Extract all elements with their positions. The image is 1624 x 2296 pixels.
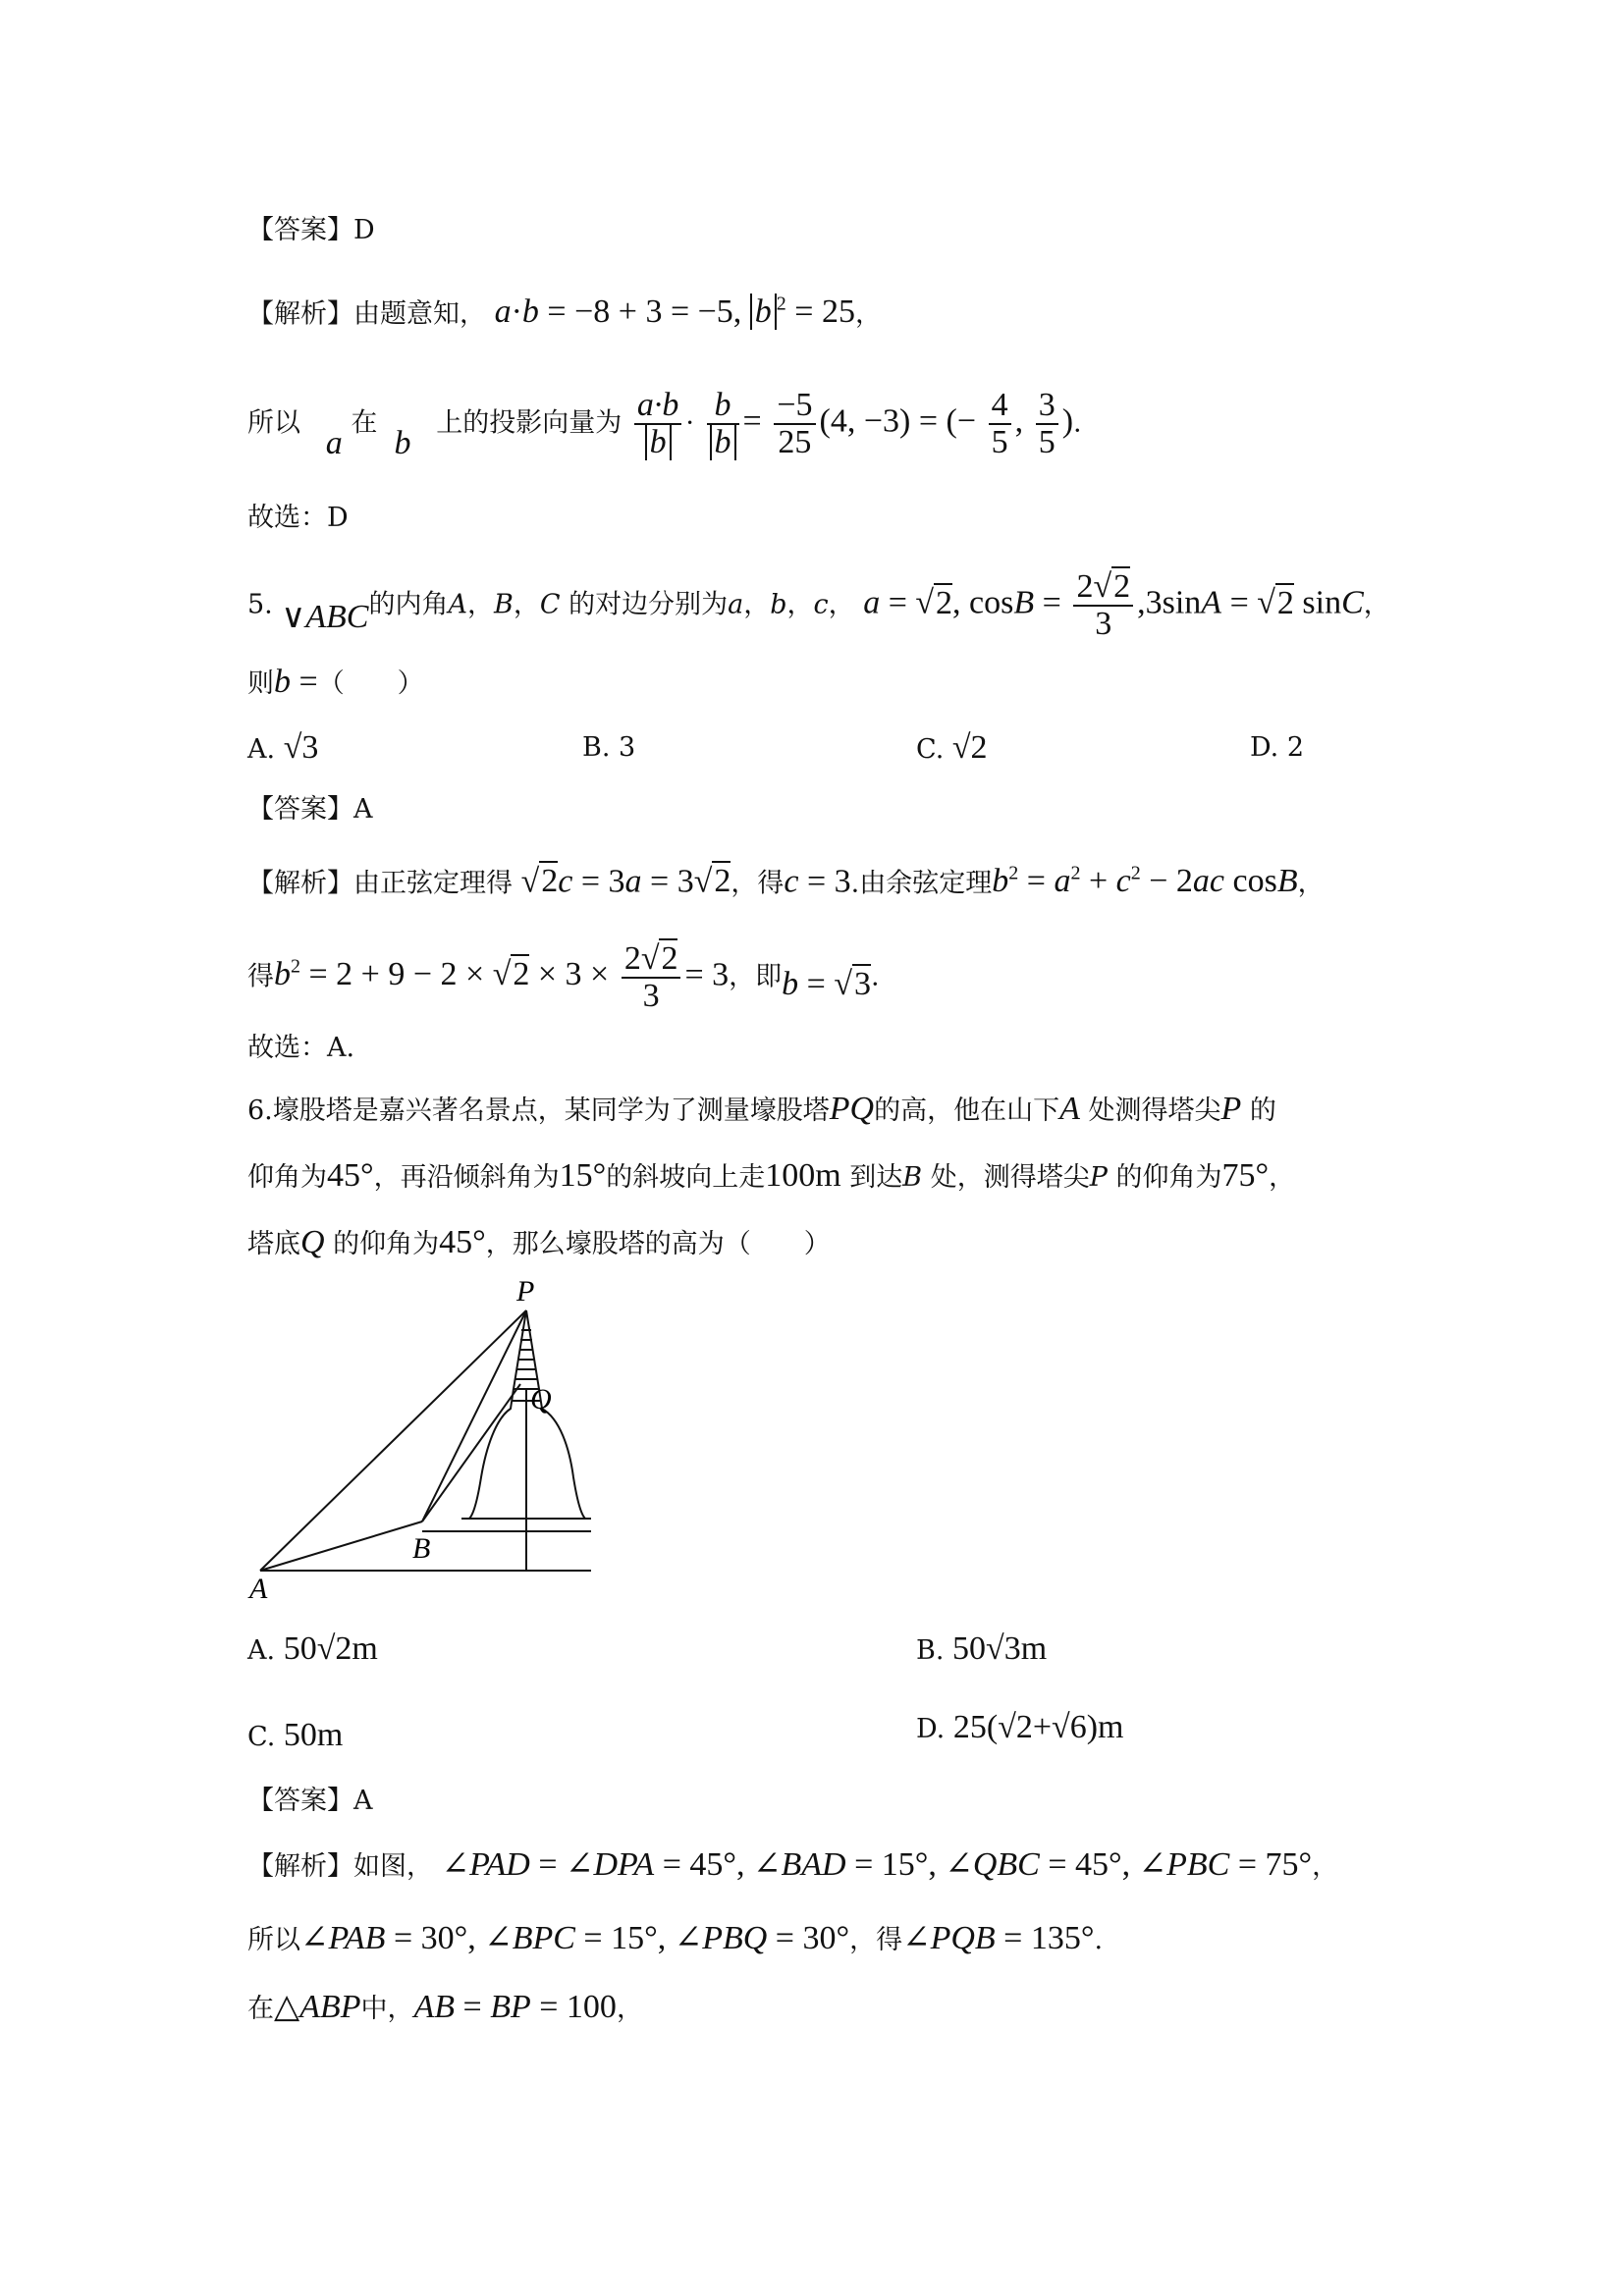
q6-analysis-2: 所以∠PAB = 30°, ∠BPC = 15°, ∠PBQ = 30°，得∠PQB = 135°. bbox=[247, 1920, 1104, 1956]
pagoda-body-left bbox=[469, 1389, 514, 1519]
q5-option-a[interactable]: A. √3 bbox=[247, 729, 319, 766]
q5-analysis-1: 【解析】由正弦定理得 √2c = 3a = 3√2，得c = 3.由余弦定理$b^2 = a^2 + c^2 - 2ac$ cosB， bbox=[247, 863, 1325, 900]
pagoda-figure bbox=[236, 1271, 609, 1600]
q4-formula-dot: a·b = −8 + 3 = −5, b $^2$ = 25 bbox=[494, 294, 855, 331]
q6-stem-line1: 6.壕股塔是嘉兴著名景点，某同学为了测量壕股塔PQ的高，他在山下A 处测得塔尖P 的 bbox=[247, 1091, 1276, 1127]
q5-option-c[interactable]: C. √2 bbox=[916, 729, 988, 766]
q6-stem-line3: 塔底Q 的仰角为45°，那么壕股塔的高为（ ） bbox=[247, 1224, 831, 1260]
label-a: A bbox=[249, 1573, 268, 1600]
line-bp bbox=[422, 1310, 526, 1522]
label-p: P bbox=[516, 1275, 535, 1308]
q6-option-d[interactable]: D. 25(√2+√6)m bbox=[916, 1709, 1124, 1745]
label-q: Q bbox=[530, 1383, 552, 1415]
q4-projection: 所以 a 在 b 上的投影向量为 $\frac{a\cdot b}{b}$ · $\frac{b}{b}$ = $\frac{-5}{25}$ (4, −3) = (− $\frac{4}{5}$ , $\frac{3}{5}$ ). bbox=[247, 387, 1082, 461]
q4-answer: 【答案】D bbox=[247, 215, 375, 245]
q6-stem-line2: 仰角为45°，再沿倾斜角为15°的斜坡向上走100m 到达B 处，测得塔尖P 的仰角为75°， bbox=[247, 1157, 1296, 1194]
q5-stem: 5. ∨ABC的内角A，B，C 的对边分别为a，b，c， a = √2, cosB = $\frac{2√2}{3}$ ,3sinA = √2 sinC， bbox=[247, 568, 1390, 642]
q6-option-c[interactable]: C. 50m bbox=[247, 1717, 344, 1753]
q6-analysis-1: 【解析】如图， ∠PAD = ∠DPA = 45°, ∠BAD = 15°, ∠QBC = 45°, ∠PBC = 75°， bbox=[247, 1846, 1339, 1883]
q6-option-b[interactable]: B. 50√3m bbox=[916, 1630, 1048, 1667]
label-b: B bbox=[412, 1532, 431, 1565]
line-bq bbox=[422, 1384, 520, 1522]
q5-answer: 【答案】A bbox=[247, 794, 373, 825]
q4-conclusion: 故选：D bbox=[247, 503, 349, 533]
q6-analysis-3: 在△ABP中，AB = BP = 100， bbox=[247, 1989, 643, 2025]
q5-ask: 则b =（ ） bbox=[247, 664, 424, 700]
q4-analysis: 【解析】由题意知， a·b = −8 + 3 = −5, b $^2$ = 25， bbox=[247, 294, 882, 331]
q6-answer: 【答案】A bbox=[247, 1786, 373, 1816]
q6-option-a[interactable]: A. 50√2m bbox=[247, 1630, 378, 1667]
q5-conclusion: 故选：A. bbox=[247, 1033, 355, 1063]
q5-analysis-2: 得$b^2 = 2 + 9 - 2 \times √2 \times 3$ × $\frac{2√2}{3}$ = 3，即b = √3. bbox=[247, 939, 880, 1014]
q5-option-d[interactable]: D. 2 bbox=[1250, 732, 1305, 763]
q5-option-b[interactable]: B. 3 bbox=[582, 732, 636, 763]
